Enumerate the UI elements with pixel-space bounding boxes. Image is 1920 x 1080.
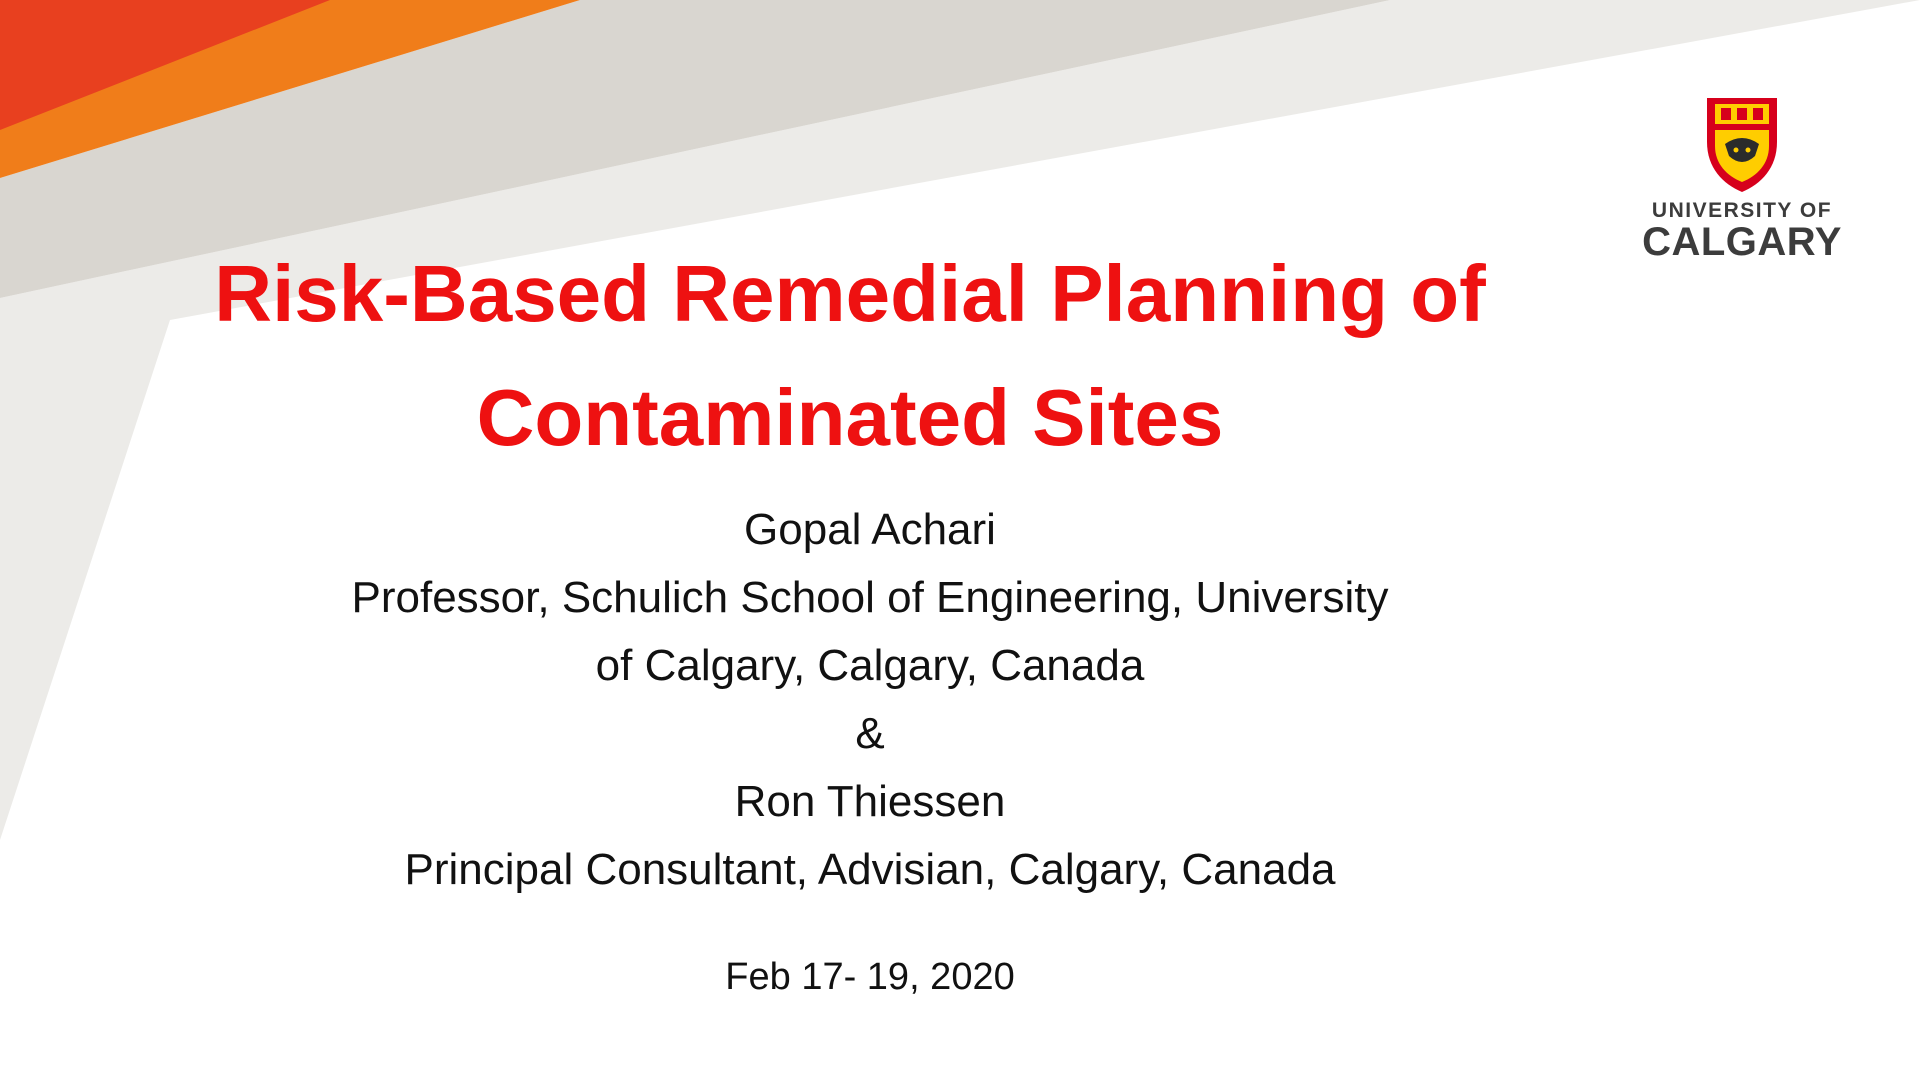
authors-block	[160, 496, 1580, 904]
author-1-name: Gopal Achari	[744, 505, 996, 554]
university-logo	[1622, 96, 1862, 266]
slide-title	[60, 232, 1640, 480]
author-1-affiliation-line-2: of Calgary, Calgary, Canada	[595, 641, 1145, 690]
author-2-affiliation: Principal Consultant, Advisian, Calgary, Canada	[404, 845, 1336, 894]
university-shield-icon	[1703, 96, 1781, 194]
title-line-2: Contaminated Sites	[476, 373, 1224, 462]
logo-text-calgary: CALGARY	[1642, 220, 1842, 264]
author-1-affiliation-line-1: Professor, Schulich School of Engineering, University	[351, 573, 1389, 622]
author-separator: &	[855, 709, 885, 758]
title-line-1: Risk-Based Remedial Planning of	[214, 249, 1486, 338]
presentation-date: Feb 17- 19, 2020	[725, 956, 1015, 998]
author-2-name: Ron Thiessen	[734, 777, 1006, 826]
logo-text-university-of: UNIVERSITY OF	[1651, 199, 1833, 222]
